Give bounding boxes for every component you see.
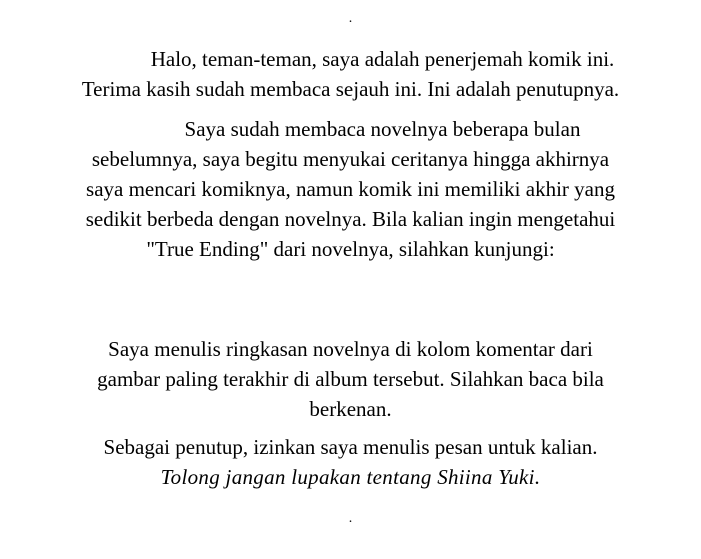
text-line: sebelumnya, saya begitu menyukai ceritanya hingga akhirnya: [91, 147, 610, 171]
closing-paragraph: [0, 432, 701, 492]
bottom-dot: .: [348, 511, 353, 526]
text-line: saya mencari komiknya, namun komik ini memiliki akhir yang: [86, 177, 615, 201]
top-dot: .: [348, 11, 353, 26]
text-line: Sebagai penutup, izinkan saya menulis pesan untuk kalian.: [103, 435, 598, 459]
closing-message: Tolong jangan lupakan tentang Shiina Yuki.: [160, 465, 541, 489]
text-line: [0, 44, 701, 74]
text-line-content: Saya sudah membaca novelnya beberapa bulan: [184, 117, 581, 141]
summary-paragraph: [0, 334, 701, 424]
text-line: Saya menulis ringkasan novelnya di kolom komentar dari: [108, 337, 593, 361]
text-line: "True Ending" dari novelnya, silahkan kunjungi:: [146, 237, 555, 261]
text-line: Terima kasih sudah membaca sejauh ini. Ini adalah penutupnya.: [81, 77, 620, 101]
text-line: [0, 114, 701, 144]
text-line-content: Halo, teman-teman, saya adalah penerjemah komik ini.: [150, 47, 615, 71]
text-line: gambar paling terakhir di album tersebut. Silahkan baca bila: [97, 367, 604, 391]
text-line: sedikit berbeda dengan novelnya. Bila kalian ingin mengetahui: [85, 207, 616, 231]
text-line: berkenan.: [309, 397, 392, 421]
novel-paragraph: [0, 114, 701, 264]
intro-paragraph: [0, 44, 701, 104]
